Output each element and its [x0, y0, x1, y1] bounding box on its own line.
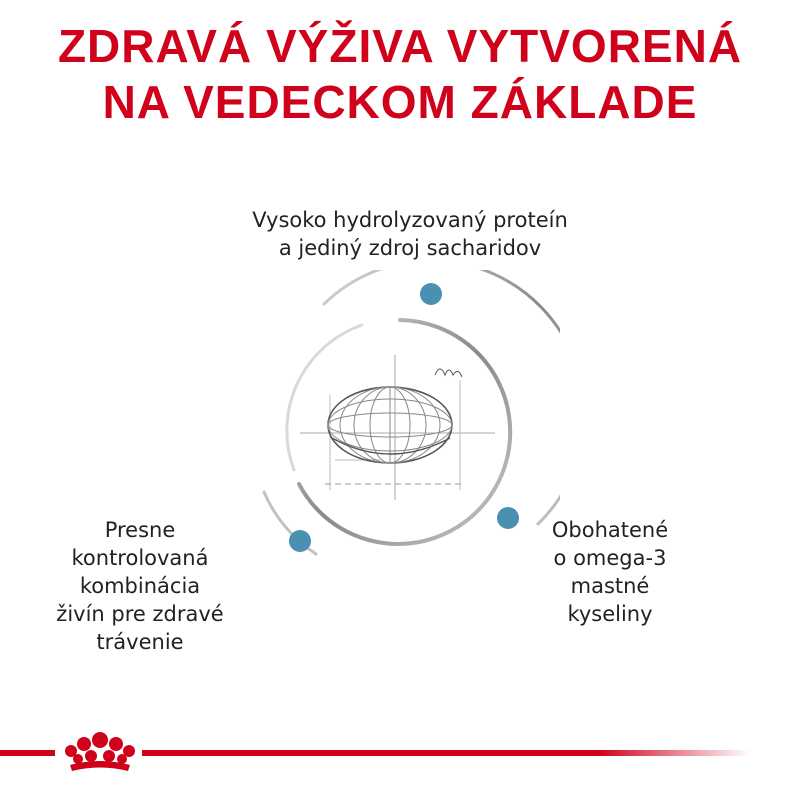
benefit-line: mastné	[570, 574, 650, 598]
benefit-line: a jediný zdroj sacharidov	[278, 236, 542, 260]
headline-line-1: ZDRAVÁ VÝŽIVA VYTVORENÁ	[57, 20, 743, 72]
marker-dot-top	[420, 283, 442, 305]
benefit-line: kyseliny	[567, 602, 653, 626]
benefit-line: kombinácia	[79, 574, 201, 598]
benefit-line: o omega-3	[553, 546, 667, 570]
benefit-line: Vysoko hydrolyzovaný proteín	[252, 208, 568, 232]
benefit-line: živín pre zdravé	[56, 602, 224, 626]
marker-dot-right	[497, 507, 519, 529]
benefit-line: kontrolovaná	[71, 546, 209, 570]
footer-bar-right	[142, 750, 750, 756]
benefit-line: trávenie	[96, 630, 184, 654]
benefit-nutrient-combination	[30, 516, 250, 656]
crown-logo-icon	[65, 732, 135, 771]
headline-line-2: NA VEDECKOM ZÁKLADE	[102, 76, 698, 128]
benefit-hydrolyzed-protein	[200, 206, 620, 262]
benefit-line: Presne	[104, 518, 176, 542]
kibble-sketch-icon	[300, 355, 495, 500]
marker-dot-left	[289, 530, 311, 552]
kibble-diagram	[240, 270, 560, 590]
page-headline	[0, 18, 800, 130]
benefit-line: Obohatené	[551, 518, 669, 542]
outer-ring-arc-top	[324, 270, 560, 524]
brand-footer	[0, 725, 800, 785]
footer-bar-left	[0, 750, 55, 756]
